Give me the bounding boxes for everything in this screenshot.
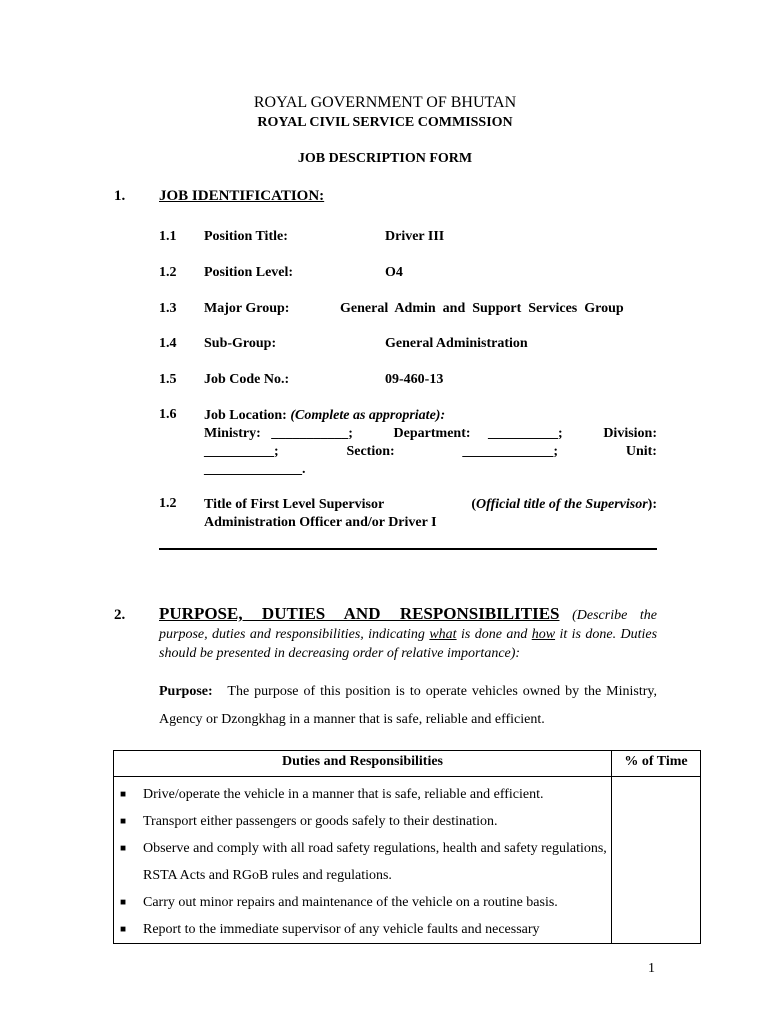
department-label: Department: [393, 426, 471, 441]
position-title-value: Driver III [385, 229, 445, 244]
job-location-row-1 [204, 425, 657, 443]
division-blank: __________; [204, 444, 279, 459]
list-item [114, 835, 611, 889]
purpose-text: The purpose of this position is to operate vehicles owned by the Ministry, Agency or Dzongkhag in a manner that is safe, reliable and efficient. [159, 684, 658, 727]
bullet-icon: ■ [120, 843, 127, 854]
duty-text: Report to the immediate supervisor of any vehicle faults and necessary [143, 922, 540, 937]
list-item [114, 781, 611, 808]
list-item [114, 916, 611, 943]
duty-text: Carry out minor repairs and maintenance of the vehicle on a routine basis. [143, 895, 558, 910]
section-2-number: 2. [114, 607, 126, 623]
job-location [204, 407, 657, 479]
section-1-title: JOB IDENTIFICATION: [159, 188, 325, 204]
item-number: 1.3 [159, 301, 177, 316]
job-location-hint: (Complete as appropriate): [290, 408, 446, 423]
time-cell [612, 777, 701, 944]
job-code-label: Job Code No.: [204, 372, 290, 387]
section-label: Section: [346, 444, 395, 459]
duties-table [113, 750, 701, 944]
section-2-desc-2: is done and [460, 627, 528, 642]
section-blank: _____________; [462, 444, 559, 459]
position-title-label: Position Title: [204, 229, 288, 244]
position-level-label: Position Level: [204, 265, 294, 280]
duties-list [114, 777, 611, 943]
duty-text: Drive/operate the vehicle in a manner that is safe, reliable and efficient. [143, 787, 544, 802]
duties-column-header: Duties and Responsibilities [114, 751, 612, 777]
item-number: 1.6 [159, 407, 177, 422]
section-2-intro [159, 604, 657, 663]
item-number: 1.4 [159, 336, 177, 351]
paren-open: ( [471, 497, 477, 512]
purpose-label: Purpose: [159, 684, 213, 699]
page-number: 1 [648, 961, 655, 976]
commission-title: ROYAL CIVIL SERVICE COMMISSION [257, 115, 513, 130]
sub-group-value: General Administration [385, 336, 528, 351]
job-code-value: 09-460-13 [385, 372, 444, 387]
time-column-header: % of Time [612, 751, 701, 777]
bullet-icon: ■ [120, 897, 127, 908]
form-title: JOB DESCRIPTION FORM [297, 151, 473, 166]
job-location-row-2 [204, 443, 657, 461]
duties-table-header [114, 751, 701, 777]
department-blank: __________; [488, 426, 563, 441]
division-label: Division: [603, 426, 657, 441]
section-2-how: how [531, 627, 556, 642]
position-level-value: O4 [385, 265, 403, 280]
duties-table-row [114, 777, 701, 944]
paren-close: ): [647, 497, 657, 512]
ministry-field [204, 425, 353, 443]
item-number: 1.1 [159, 229, 177, 244]
ministry-label: Ministry: [204, 426, 261, 441]
section-2-what: what [429, 627, 457, 642]
duty-text: Observe and comply with all road safety regulations, health and safety regulations, RSTA Acts and RGoB rules and regulations. [143, 841, 607, 883]
job-location-heading [204, 407, 657, 425]
supervisor-label: Title of First Level Supervisor [204, 497, 385, 512]
duties-cell [114, 777, 612, 944]
major-group-value: General Admin and Support Services Group [340, 301, 624, 316]
unit-label: Unit: [625, 444, 657, 459]
duty-text: Transport either passengers or goods safely to their destination. [143, 814, 498, 829]
item-number: 1.2 [159, 265, 177, 280]
list-item [114, 889, 611, 916]
section-2-title: PURPOSE, DUTIES AND RESPONSIBILITIES [159, 604, 560, 623]
section-1-number: 1. [114, 188, 126, 204]
unit-blank: ______________. [204, 462, 306, 477]
section-2-desc-3: it is done. Duties should be presented in decreasing order of relative importance): [159, 627, 658, 661]
section-2-desc-1: (Describe the purpose, duties and responsibilities, indicating [159, 608, 657, 642]
ministry-blank: ___________; [271, 426, 353, 441]
government-title: ROYAL GOVERNMENT OF BHUTAN [253, 94, 517, 111]
supervisor-value: Administration Officer and/or Driver I [204, 515, 437, 530]
bullet-icon: ■ [120, 789, 127, 800]
job-location-label: Job Location: [204, 408, 287, 423]
item-number: 1.2 [159, 496, 177, 511]
major-group-label: Major Group: [204, 301, 290, 316]
section-divider [159, 548, 657, 550]
purpose-paragraph [159, 678, 657, 734]
supervisor [204, 496, 657, 532]
bullet-icon: ■ [120, 816, 127, 827]
sub-group-label: Sub-Group: [204, 336, 277, 351]
list-item [114, 808, 611, 835]
supervisor-heading [204, 496, 657, 514]
item-number: 1.5 [159, 372, 177, 387]
bullet-icon: ■ [120, 924, 127, 935]
supervisor-hint: Official title of the Supervisor [476, 497, 648, 512]
department-field [394, 425, 563, 443]
